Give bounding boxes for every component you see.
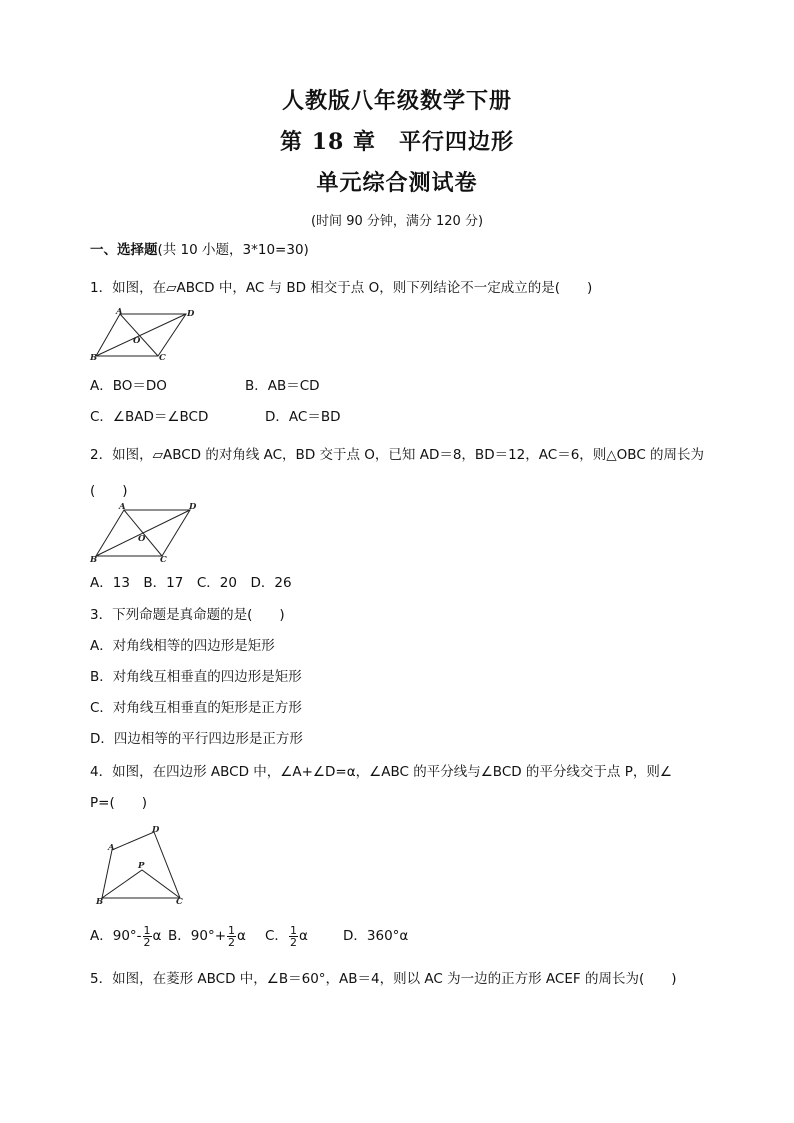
q3-option-a: A．对角线相等的四边形是矩形 (90, 638, 275, 654)
q4-fraction-b: $\frac{1}{2}$ (228, 923, 236, 949)
q4-fraction-c: $\frac{1}{2}$ (289, 923, 297, 949)
q1-label-c: C (159, 353, 166, 363)
q1-options-row2 (90, 405, 730, 425)
q1-stem: 1．如图，在▱ABCD 中，AC 与 BD 相交于点 O，则下列结论不一定成立的是( ) (90, 280, 593, 296)
q1-options-row1 (90, 374, 730, 394)
q1-option-d: D．AC＝BD (265, 409, 341, 425)
q4-bisectors (102, 870, 180, 898)
q4-label-c: C (176, 897, 183, 906)
q2-label-o: O (138, 534, 146, 544)
q2-label-a: A (119, 502, 126, 512)
q1-option-c: C．∠BAD＝∠BCD (90, 409, 209, 425)
section-heading (90, 238, 730, 258)
q3-stem: 3．下列命题是真命题的是( ) (90, 607, 285, 623)
q1-parallelogram-figure (88, 306, 198, 364)
section-title: 一、选择题 (90, 242, 158, 258)
q4-label-a: A (108, 843, 115, 853)
doc-subtitle: (时间 90 分钟，满分 120 分) (310, 214, 484, 229)
q4-fraction-a: $\frac{1}{2}$ (143, 923, 151, 949)
q4-quadrilateral-figure (92, 824, 192, 906)
q4-label-b: B (96, 897, 104, 906)
q1-option-b: B．AB＝CD (245, 378, 320, 394)
section-note: (共 10 小题，3*10=30) (157, 242, 309, 258)
q2-label-c: C (160, 555, 167, 565)
doc-title-3: 单元综合测试卷 (316, 170, 478, 196)
q1-label-o: O (133, 336, 141, 346)
q4-options (90, 922, 730, 950)
q4-option-d: D．360°α (343, 928, 409, 944)
q2-stem-cont: ( ) (90, 483, 128, 499)
q3-option-b: B．对角线互相垂直的四边形是矩形 (90, 669, 302, 685)
q3-option-d: D．四边相等的平行四边形是正方形 (90, 731, 303, 747)
q2-options: A．13 B．17 C．20 D．26 (90, 575, 292, 591)
q4-option-b: B．90°+ $\frac{1}{2}$ α (168, 923, 246, 949)
q4-label-p: P (138, 861, 145, 871)
q4-option-c: C． $\frac{1}{2}$ α (265, 923, 308, 949)
q1-label-b: B (90, 353, 98, 363)
doc-title-2: 第 18 章 平行四边形 (280, 129, 514, 155)
q1-diagonal-ac (120, 314, 158, 356)
q2-stem: 2．如图，▱ABCD 的对角线 AC，BD 交于点 O，已知 AD＝8，BD＝12，AC＝6，则△OBC 的周长为 (90, 447, 705, 463)
q2-label-d: D (189, 502, 197, 512)
q4-stem: 4．如图，在四边形 ABCD 中，∠A+∠D=α，∠ABC 的平分线与∠BCD 的平分线交于点 P，则∠ (90, 764, 672, 780)
q4-stem-cont: P=( ) (90, 795, 147, 811)
q4-option-a: A．90°- $\frac{1}{2}$ α (90, 923, 162, 949)
q5-stem: 5．如图，在菱形 ABCD 中，∠B＝60°，AB＝4，则以 AC 为一边的正方形 ACEF 的周长为( ) (90, 971, 677, 987)
q2-label-b: B (90, 555, 98, 565)
q3-option-c: C．对角线互相垂直的矩形是正方形 (90, 700, 302, 716)
doc-title-1: 人教版八年级数学下册 (281, 88, 512, 114)
q1-label-a: A (116, 307, 123, 317)
q4-label-d: D (152, 825, 160, 835)
q1-option-a: A．BO＝DO (90, 378, 167, 394)
q2-parallelogram-figure (88, 500, 203, 566)
q1-label-d: D (187, 309, 195, 319)
